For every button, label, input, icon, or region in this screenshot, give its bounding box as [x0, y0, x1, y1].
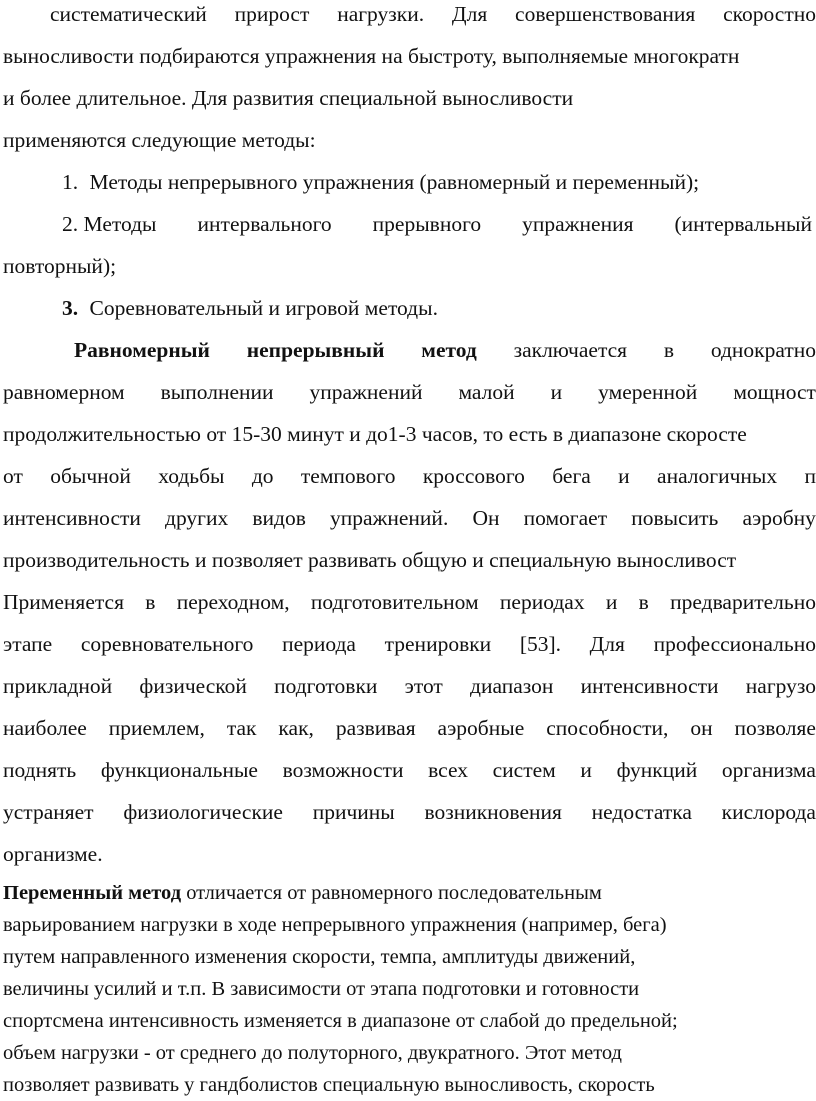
- word: прикладной: [3, 674, 113, 698]
- word: функций: [616, 758, 698, 782]
- word: профессионально: [653, 632, 816, 656]
- word: упражнений.: [329, 506, 449, 530]
- p2-line-3: продолжительностью от 15-30 минут и до1-3 часов, то есть в диапазоне скоросте: [3, 422, 747, 446]
- word: ходьбы: [158, 464, 225, 488]
- list-item-number: 3.: [62, 296, 79, 320]
- word: п: [804, 464, 816, 488]
- word: так: [226, 716, 257, 740]
- word: подготовительном: [310, 590, 479, 614]
- word: предварительно: [670, 590, 816, 614]
- p3-line-5: спортсмена интенсивность изменяется в диапазоне от слабой до предельной;: [3, 1010, 678, 1032]
- p2-line-5: [3, 504, 816, 532]
- p2-line-12: [3, 798, 816, 826]
- word: наиболее: [3, 716, 87, 740]
- word: интенсивности: [580, 674, 719, 698]
- p3-line-3: путем направленного изменения скорости, темпа, амплитуды движений,: [3, 946, 636, 968]
- word: периодах: [499, 590, 585, 614]
- word: Он: [472, 506, 500, 530]
- p3-line-4: величины усилий и т.п. В зависимости от этапа подготовки и готовности: [3, 978, 640, 1000]
- p2-line-4: [3, 462, 816, 490]
- word: физиологические: [123, 800, 283, 824]
- word: скоростно: [723, 2, 816, 26]
- p1-line-1: [50, 0, 816, 28]
- word: этот: [404, 674, 443, 698]
- list-item-text: Соревновательный и игровой методы.: [89, 296, 438, 320]
- word: [53].: [519, 632, 562, 656]
- p2-line-11: [3, 756, 816, 784]
- word: возникновения: [424, 800, 562, 824]
- word: устраняет: [3, 800, 94, 824]
- word: аналогичных: [657, 464, 778, 488]
- list-item-word: интервального: [197, 212, 332, 236]
- word: равномерном: [3, 380, 125, 404]
- list-item-word: упражнения: [522, 212, 634, 236]
- word: совершенствования: [515, 2, 696, 26]
- list-item-1: [62, 168, 699, 196]
- p1-line-4: применяются следующие методы:: [3, 128, 316, 152]
- p2-line-7: [3, 588, 816, 616]
- word: малой: [458, 380, 515, 404]
- p2-line-8: [3, 630, 816, 658]
- word: и: [580, 758, 592, 782]
- word: упражнений: [309, 380, 423, 404]
- word: обычной: [50, 464, 131, 488]
- bold-term: непрерывный: [246, 338, 385, 362]
- p1-line-2: выносливости подбираются упражнения на быстроту, выполняемые многократн: [3, 44, 740, 68]
- word: недостатка: [591, 800, 692, 824]
- word: кислорода: [721, 800, 816, 824]
- list-item-text: Методы непрерывного упражнения (равномерный и переменный);: [89, 170, 700, 194]
- word: он: [690, 716, 713, 740]
- bold-term: метод: [421, 338, 477, 362]
- word: помогает: [523, 506, 608, 530]
- word: соревновательного: [80, 632, 254, 656]
- word: других: [165, 506, 229, 530]
- word: позволяе: [734, 716, 816, 740]
- word: видов: [252, 506, 306, 530]
- word: до: [251, 464, 274, 488]
- list-item-number: 1.: [62, 170, 79, 194]
- word: бега: [552, 464, 591, 488]
- word: диапазон: [470, 674, 554, 698]
- word: нагрузки.: [337, 2, 425, 26]
- list-item-word: (интервальный: [674, 212, 812, 236]
- p2-line-9: [3, 672, 816, 700]
- word: и: [550, 380, 563, 404]
- word: мощност: [733, 380, 816, 404]
- word: аэробные: [437, 716, 525, 740]
- list-item-word: прерывного: [372, 212, 482, 236]
- p3-line-1: [3, 880, 602, 906]
- bold-term: Переменный метод: [3, 882, 182, 904]
- word: кроссового: [422, 464, 525, 488]
- p2-line-2: [3, 378, 816, 406]
- p3-line-2: варьированием нагрузки в ходе непрерывного упражнения (например, бега): [3, 914, 667, 936]
- word: систематический: [50, 2, 207, 26]
- word: темпового: [300, 464, 396, 488]
- word: переходном,: [176, 590, 290, 614]
- word: Для: [589, 632, 625, 656]
- p2-line-13: организме.: [3, 842, 103, 866]
- word: и: [605, 590, 618, 614]
- word: развивая: [335, 716, 416, 740]
- text-run: отличается от равномерного последовательным: [181, 882, 602, 904]
- p2-line-6: производительность и позволяет развивать общую и специальную выносливост: [3, 548, 737, 572]
- word: интенсивности: [3, 506, 141, 530]
- word: систем: [492, 758, 556, 782]
- word: всех: [428, 758, 468, 782]
- word: в: [638, 590, 649, 614]
- list-item-2-continuation: повторный);: [3, 254, 117, 278]
- word: способности,: [546, 716, 669, 740]
- word: и: [618, 464, 630, 488]
- list-item-number: 2. Методы: [62, 212, 157, 236]
- word: Применяется: [3, 590, 124, 614]
- word: причины: [312, 800, 395, 824]
- word: поднять: [3, 758, 77, 782]
- word: однократно: [710, 338, 816, 362]
- word: организма: [721, 758, 816, 782]
- word: возможности: [282, 758, 404, 782]
- word: этапе: [3, 632, 53, 656]
- word: выполнении: [160, 380, 274, 404]
- word: прирост: [234, 2, 310, 26]
- word: нагрузо: [745, 674, 816, 698]
- word: Для: [451, 2, 488, 26]
- word: в: [145, 590, 156, 614]
- p3-line-6: объем нагрузки - от среднего до полуторного, двукратного. Этот метод: [3, 1042, 622, 1064]
- word: подготовки: [274, 674, 378, 698]
- p2-line-10: [3, 714, 816, 742]
- word: как,: [278, 716, 314, 740]
- word: периода: [282, 632, 356, 656]
- word: приемлем,: [108, 716, 205, 740]
- word: заключается: [513, 338, 628, 362]
- word: от: [3, 464, 23, 488]
- p3-line-7: позволяет развивать у гандболистов специальную выносливость, скорость: [3, 1074, 655, 1096]
- p1-line-3: и более длительное. Для развития специальной выносливости: [3, 86, 574, 110]
- word: физической: [139, 674, 247, 698]
- word: умеренной: [598, 380, 698, 404]
- list-item-2: [62, 210, 812, 238]
- word: тренировки: [384, 632, 492, 656]
- bold-term: Равномерный: [74, 338, 210, 362]
- p2-line-1: [74, 336, 816, 364]
- list-item-3: [62, 294, 438, 322]
- word: повысить: [631, 506, 719, 530]
- word: аэробну: [742, 506, 816, 530]
- word: функциональные: [100, 758, 258, 782]
- word: в: [663, 338, 675, 362]
